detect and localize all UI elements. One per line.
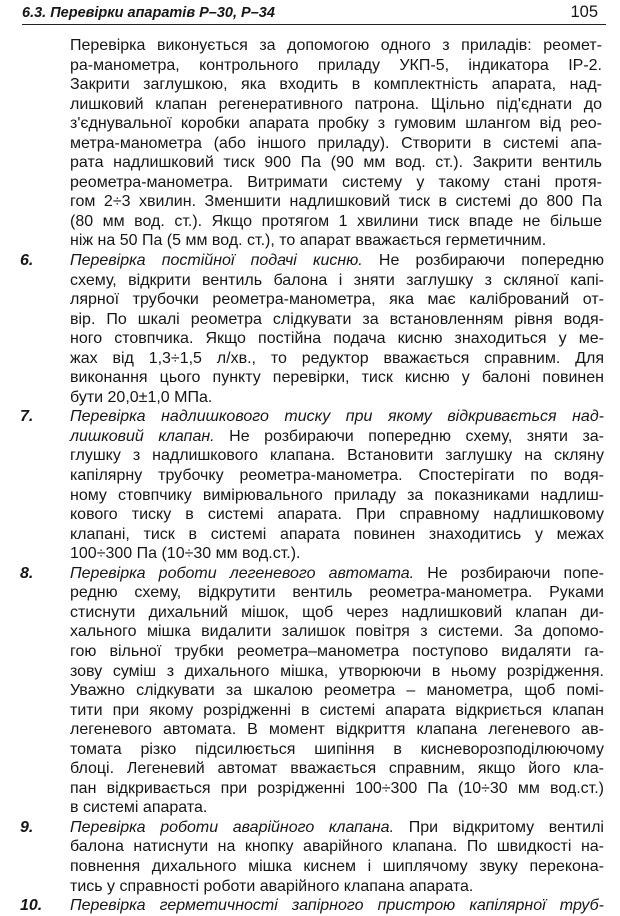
item-title: Перевірка роботи легеневого автомата. <box>70 564 415 582</box>
text-line: ному стовпчику вимірювального приладу за показниками надлиш- <box>70 486 604 504</box>
text-line: бути 20,0±1,0 МПа. <box>70 388 213 406</box>
item-body <box>70 251 604 407</box>
page-body <box>0 36 620 916</box>
text-line <box>70 818 604 838</box>
text-line: (80 мм вод. ст.). Якщо протягом 1 хвилини тиск впаде не більше <box>70 212 602 230</box>
text-line: ного стовпчика. Якщо постійна подача кисню знаходиться у ме- <box>70 330 604 348</box>
running-head: 6.3. Перевірки апаратів Р–30, Р–34 <box>22 5 275 21</box>
text-line: пан відкривається при розрідженні 100÷300 Па (10÷30 мм вод.ст.) <box>70 779 604 797</box>
text-line: ніж на 50 Па (5 мм вод. ст.), то апарат вважається герметичним. <box>70 232 547 250</box>
item-text: Не розбираючи попе- <box>427 564 604 582</box>
text-line: клапані, тиск в системі апарата повинен знаходитись у межах <box>70 525 604 543</box>
text-line <box>70 407 604 427</box>
text-line: кового тиску в системі апарата. При справному надлишковому <box>70 506 604 524</box>
text-line <box>70 251 604 271</box>
list-item-6 <box>0 251 620 407</box>
text-line: Уважно слідкувати за шкалою реометра – манометра, щоб помі- <box>70 682 604 700</box>
text-line: легеневого автомата. В момент відкриття клапана легеневого ав- <box>70 721 604 739</box>
text-line: повнення дихального мішка киснем і шиплячому звуку перекона- <box>70 857 604 875</box>
intro-paragraph <box>70 36 602 251</box>
text-line: блоці. Легеневий автомат вважається справним, якщо його кла- <box>70 760 604 778</box>
text-line: тись у справності роботи аварійного клапана апарата. <box>70 877 474 895</box>
item-text: Не розбираючи попередню схему, зняти за- <box>229 427 605 445</box>
item-body <box>70 818 604 896</box>
item-title-cont: лишковий клапан. <box>70 427 215 445</box>
item-title: Перевірка герметичності запірного пристрою капілярної труб- <box>70 897 604 915</box>
text-line: виконання цього пункту перевірки, тиск кисню у балоні повинен <box>70 369 604 387</box>
page-number: 105 <box>570 3 598 21</box>
text-line: томата різко підсилюється шипіння в кисневорозподілюючому <box>70 740 604 758</box>
item-text: Не розбираючи попередню <box>378 252 604 270</box>
text-line: ра-манометра, контрольного приладу УКП-5, індикатора ІР-2. <box>70 56 602 74</box>
item-body <box>70 564 604 818</box>
text-line <box>70 427 604 447</box>
text-line: Закрити заглушкою, яка входить в комплектність апарата, над- <box>70 76 602 94</box>
text-line: балона натиснути на кнопку аварійного клапана. По швидкості на- <box>70 838 604 856</box>
item-number: 9. <box>20 818 34 836</box>
text-line: вір. По шкалі реометра слідкувати за встановленням рівня водя- <box>70 310 604 328</box>
text-line: глушку з надлишкового клапана. Встановити заглушку на скляну <box>70 447 604 465</box>
item-title: Перевірка надлишкового тиску при якому відкривається над- <box>70 408 604 426</box>
item-number: 10. <box>20 897 43 915</box>
item-number: 8. <box>20 564 34 582</box>
text-line: метра-манометра (або іншого приладу). Створити в системі апа- <box>70 134 602 152</box>
item-title: Перевірка роботи аварійного клапана. <box>70 818 395 836</box>
item-body <box>70 896 604 916</box>
list-item-7 <box>0 407 620 563</box>
text-line: схему, відкрити вентиль балона і зняти заглушку з скляної капі- <box>70 271 604 289</box>
item-title: Перевірка постійної подачі кисню. <box>70 252 363 270</box>
item-text: При відкритому вентилі <box>408 818 604 836</box>
page-header <box>22 2 606 25</box>
list-item-10 <box>0 896 620 916</box>
item-number: 6. <box>20 252 34 270</box>
text-line: Перевірка виконується за допомогою одного з приладів: реомет- <box>70 37 602 54</box>
text-line: гою вільної трубки реометра–манометра поступово видаляти га- <box>70 642 604 660</box>
item-body <box>70 407 604 563</box>
text-line: 100÷300 Па (10÷30 мм вод.ст.). <box>70 545 301 563</box>
list-item-9 <box>0 818 620 896</box>
text-line: лярної трубочки реометра-манометра, яка має калібрований от- <box>70 291 604 309</box>
item-number: 7. <box>20 408 34 426</box>
text-line: капілярну трубочку реометра-манометра. Спостерігати по водя- <box>70 467 604 485</box>
text-line: з'єднувальної коробки апарата пробку з гумовим шлангом від рео- <box>70 115 602 133</box>
text-line: в системі апарата. <box>70 799 208 817</box>
list-item-8 <box>0 564 620 818</box>
text-line: жах від 1,3÷1,5 л/хв., то редуктор вважається справним. Для <box>70 349 604 367</box>
text-line: лишковий клапан регенеративного патрона. Щільно під'єднати до <box>70 95 602 113</box>
text-line: редню схему, відкрутити вентиль реометра-манометра. Руками <box>70 584 604 602</box>
text-line: рата надлишковий тиск 900 Па (90 мм вод. ст.). Закрити вентиль <box>70 154 602 172</box>
text-line: реометра-манометра. Витримати систему у такому стані протя- <box>70 173 602 191</box>
text-line: тити при якому розрідженні в системі апарата відкриється клапан <box>70 701 604 719</box>
text-line: стиснути дихальний мішок, щоб через надлишковий клапан ди- <box>70 603 604 621</box>
text-line <box>70 896 604 916</box>
text-line: зову суміш з дихального мішка, утворюючи в ньому розрідження. <box>70 662 604 680</box>
text-line: гом 2÷3 хвилин. Зменшити надлишковий тиск в системі до 800 Па <box>70 193 602 211</box>
text-line <box>70 564 604 584</box>
text-line: хального мішка видалити залишок повітря з системи. За допомо- <box>70 623 604 641</box>
